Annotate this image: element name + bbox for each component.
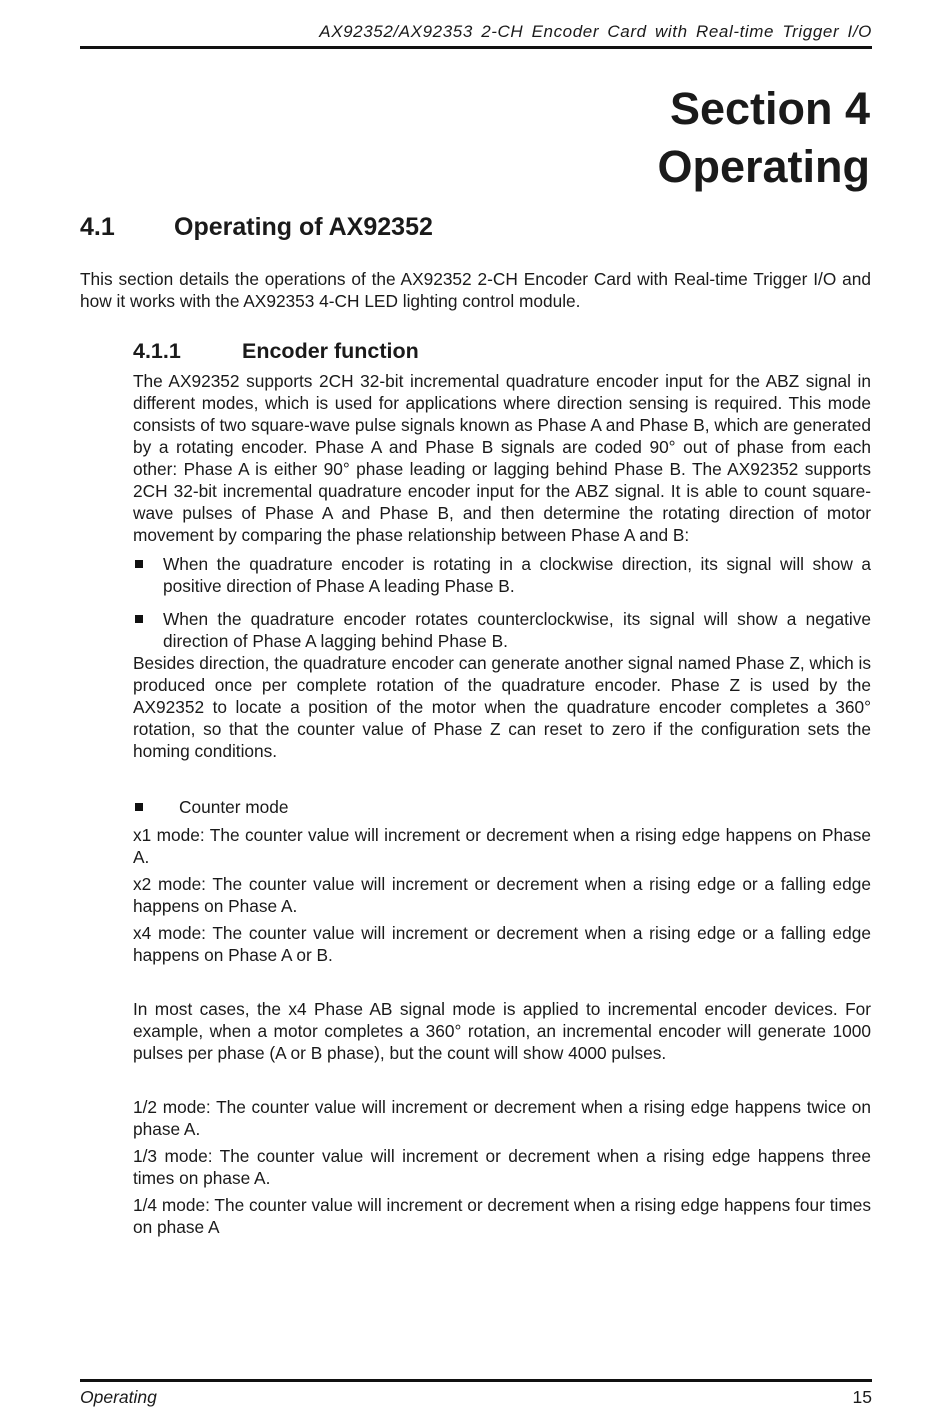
square-bullet-icon (135, 803, 143, 811)
mode-half: 1/2 mode: The counter value will increment or decrement when a rising edge happens twice on phase A. (133, 1097, 871, 1139)
heading-4-1 (80, 213, 433, 242)
direction-list (133, 553, 871, 652)
main-content (133, 370, 871, 1238)
heading-number: 4.1 (80, 213, 115, 241)
section-number: Section 4 (669, 83, 870, 134)
square-bullet-icon (135, 615, 143, 623)
page-footer (80, 1379, 872, 1412)
mode-x4: x4 mode: The counter value will increment or decrement when a rising edge or a falling edge happens on Phase A or B. (133, 923, 871, 965)
page-header (80, 22, 872, 49)
mode-x2: x2 mode: The counter value will increment or decrement when a rising edge or a falling edge happens on Phase A. (133, 874, 871, 916)
encoder-paragraph: The AX92352 supports 2CH 32-bit incremental quadrature encoder input for the ABZ signal in different modes, which is used for applications where direction sensing is required. This mode consists of two square-wave pulse signals known as Phase A and Phase B, which are generated by a rotating encoder. Phase A and Phase B signals are coded 90° out of phase from each other: Phase A is either 90° phase leading or lagging behind Phase B. The AX92352 supports 2CH 32-bit incremental quadrature encoder input for the ABZ signal. It is able to count square-wave pulses of Phase A and Phase B, and then determine the rotating direction of motor movement by comparing the phase relationship between Phase A and B: (133, 371, 871, 545)
heading-title: Operating of AX92352 (174, 213, 433, 241)
subheading-title: Encoder function (242, 339, 419, 363)
subheading-number: 4.1.1 (133, 339, 181, 363)
counter-mode-heading (133, 796, 871, 818)
x4-paragraph: In most cases, the x4 Phase AB signal mode is applied to incremental encoder devices. For example, when a motor completes a 360° rotation, an incremental encoder will generate 1000 pulses per phase (A or B phase), but the count will show 4000 pulses. (133, 999, 871, 1063)
phase-z-paragraph: Besides direction, the quadrature encoder can generate another signal named Phase Z, which is produced once per complete rotation of the quadrature encoder. Phase Z is used by the AX92352 to locate a position of the motor when the quadrature encoder completes a 360° rotation, so that the counter value of Phase Z can reset to zero if the configuration sets the homing conditions. (133, 653, 871, 761)
section-heading (657, 80, 870, 196)
mode-x1: x1 mode: The counter value will increment or decrement when a rising edge happens on Phase A. (133, 825, 871, 867)
page-number: 15 (852, 1387, 872, 1407)
footer-section-name: Operating (80, 1387, 157, 1407)
heading-4-1-1 (133, 339, 419, 364)
header-title: AX92352/AX92353 2-CH Encoder Card with Real-time Trigger I/O (319, 22, 872, 41)
mode-third: 1/3 mode: The counter value will increment or decrement when a rising edge happens three times on phase A. (133, 1146, 871, 1188)
list-item: When the quadrature encoder is rotating in a clockwise direction, its signal will show a positive direction of Phase A leading Phase B. (133, 553, 871, 597)
list-item: When the quadrature encoder rotates counterclockwise, its signal will show a negative direction of Phase A lagging behind Phase B. (133, 608, 871, 652)
mode-quarter: 1/4 mode: The counter value will increment or decrement when a rising edge happens four times on phase A (133, 1195, 871, 1237)
square-bullet-icon (135, 560, 143, 568)
intro-paragraph: This section details the operations of the AX92352 2-CH Encoder Card with Real-time Trigger I/O and how it works with the AX92353 4-CH LED lighting control module. (80, 269, 871, 311)
counter-mode-label: Counter mode (179, 797, 289, 817)
section-title: Operating (657, 141, 870, 192)
